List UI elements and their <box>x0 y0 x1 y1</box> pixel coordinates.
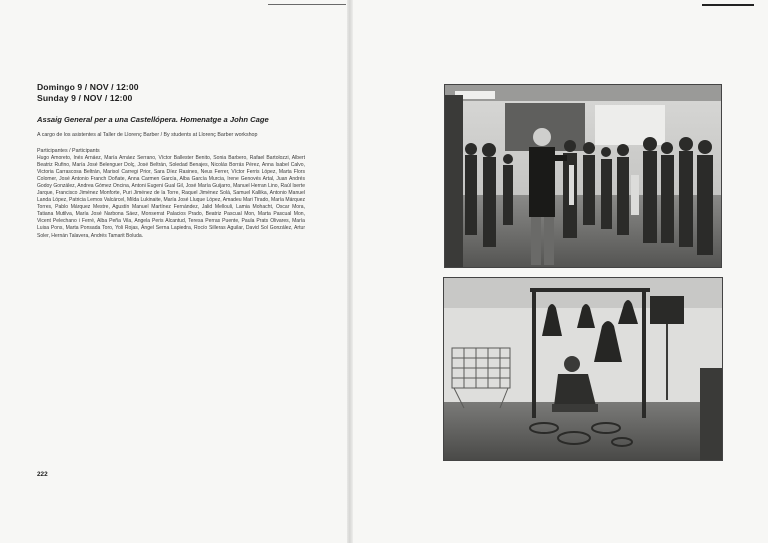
event-title: Assaig General per a una Castellópera. Homenatge a John Cage <box>37 115 269 124</box>
photo-audience-gallery-image <box>445 85 721 267</box>
date-spanish: Domingo 9 / NOV / 12:00 <box>37 82 139 92</box>
participants-heading: Participantes / Participants <box>37 148 100 154</box>
book-gutter <box>347 0 353 543</box>
photo-audience-gallery <box>444 84 722 268</box>
event-subtitle: A cargo de los asistentes al Taller de Llorenç Barber / By students at Llorenç Barber workshop <box>37 132 258 138</box>
photo-bell-installation <box>443 277 723 461</box>
page-number: 222 <box>37 471 48 478</box>
top-rule-right <box>702 4 754 6</box>
left-page <box>0 0 347 543</box>
photo-bell-installation-image <box>444 278 722 460</box>
participants-list: Hugo Amoreto, Inés Arnáez, María Arnáez Serrano, Víctor Ballester Benito, Sonia Barbero, Rafael Bartolozzi, Albert Beatriz Rufino, María José Belenguer Dolç, José Beltrán, Soledad Benajes, Nicolás Borrás Pérez, Anna Isabel Calvo, Victoria Carrascosa Beltrán, Marisol Carregi Prior, Sara Díez Rasines, Neus Ferrer, Víctor Ferris López, Marta Flors Colomer, José Antonio Franch Doñate, Anna Carmen García, Alba García Murcia, Irene Genovés Artal, Juan Andrés Godoy González, Andrea Gómez Oncina, Antoni Eugeni Gual Gil, José María Guijarro, Manuel Herran Lino, Raúl Iserte Jarque, Francisco Jiménez Monforte, Puri Jiménez de la Torre, Raquel Jiménez Solá, Samuel Kallika, Antonio Manuel Landa López, Patricia Lemos Valcárcel, Milda Lukinaite, María José Lluque López, Amadeu Mari Tirado, María Márquez Torres, Pablo Márquez Mestre, Agustín Manuel Martínez Fernández, Jalid Mellouli, Lamia Mohacht, Oscar Mora, Tatiana Mutilva, María José Narbona Sáez, Monserrat Palacios Prado, Beatriz Pascual Mon, Marta Pascual Mon, Vicent Pelechano i Ferré, Alba Peña Vila, Angela Peris Alcantud, Teresa Perras Puente, Paula Prats Olivares, María Luisa Pons, Marta Ponsada Toro, Yoli Rojas, Ángel Serna Lapiedra, Rocío Silleras Aguilar, David Sol González, Artur Soler, Hernán Talavera, Andrés Tamarit Boluda. <box>37 155 305 239</box>
date-english: Sunday 9 / NOV / 12:00 <box>37 93 133 103</box>
